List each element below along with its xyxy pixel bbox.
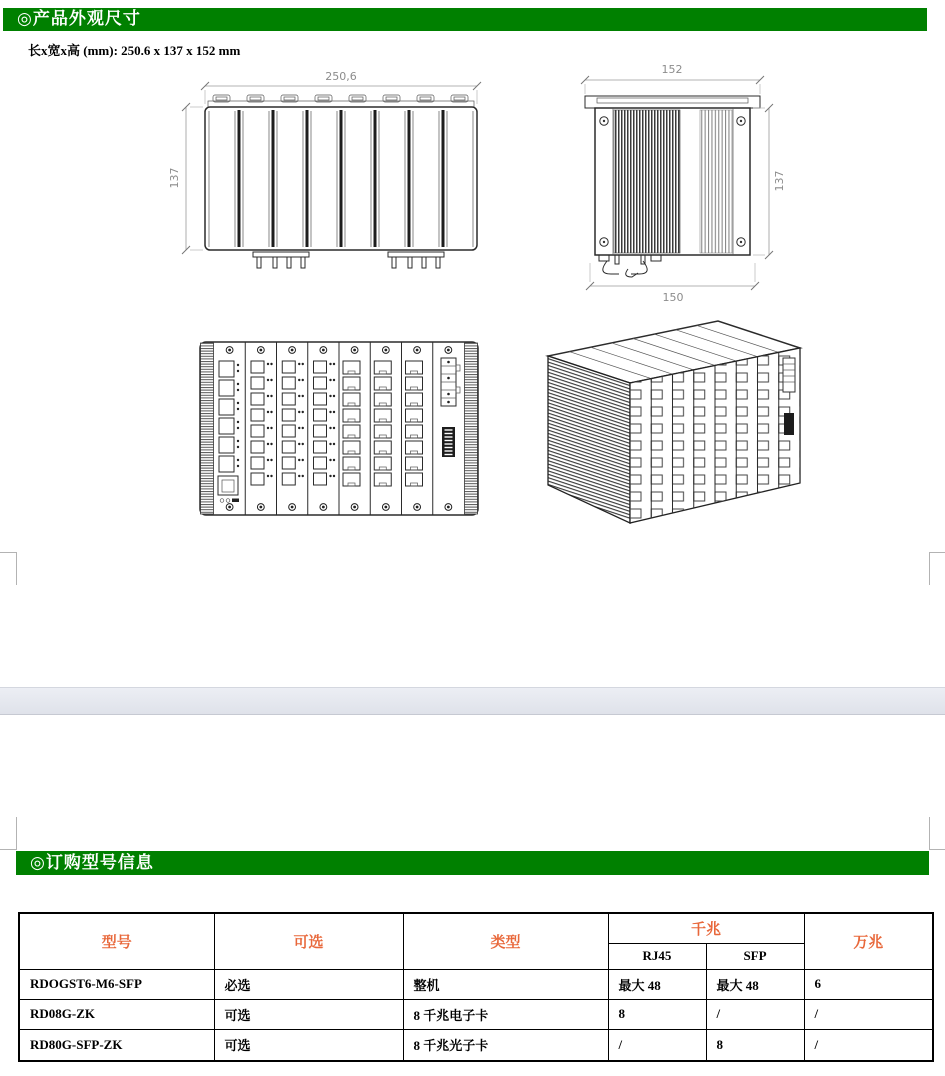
cell-10g: 6 [804, 969, 933, 999]
page-gap-band [0, 687, 945, 715]
cell-model: RDOGST6-M6-SFP [19, 969, 214, 999]
col-header-rj45: RJ45 [608, 943, 706, 969]
text-boundary-mark [0, 552, 17, 585]
table-row [19, 1029, 933, 1061]
col-header-gigabit: 千兆 [608, 913, 804, 943]
cell-rj45: / [608, 1029, 706, 1061]
cell-optional: 可选 [214, 1029, 403, 1061]
cell-sfp: 8 [706, 1029, 804, 1061]
dimensions-summary: 长x宽x高 (mm): 250.6 x 137 x 152 mm [28, 43, 241, 58]
text-boundary-mark [0, 817, 17, 850]
dim-label-height: 137 [168, 167, 181, 189]
cell-10g: / [804, 1029, 933, 1061]
cell-rj45: 8 [608, 999, 706, 1029]
col-header-sfp: SFP [706, 943, 804, 969]
col-header-10g: 万兆 [804, 913, 933, 969]
side-view-drawing [555, 58, 805, 308]
section-title: ◎产品外观尺寸 [17, 9, 141, 29]
section-header-appearance [3, 8, 927, 31]
cell-model: RD80G-SFP-ZK [19, 1029, 214, 1061]
cell-sfp: / [706, 999, 804, 1029]
isometric-view-drawing [540, 318, 850, 530]
cell-sfp: 最大 48 [706, 969, 804, 999]
cell-type: 8 千兆电子卡 [403, 999, 608, 1029]
col-header-optional: 可选 [214, 913, 403, 969]
cell-optional: 必选 [214, 969, 403, 999]
top-view-drawing [160, 66, 495, 278]
cell-type: 8 千兆光子卡 [403, 1029, 608, 1061]
table-row [19, 999, 933, 1029]
cell-model: RD08G-ZK [19, 999, 214, 1029]
dim-label-right: 137 [773, 170, 786, 192]
order-model-table [18, 912, 934, 1062]
cell-10g: / [804, 999, 933, 1029]
text-boundary-mark [929, 552, 945, 585]
table-row [19, 969, 933, 999]
cell-rj45: 最大 48 [608, 969, 706, 999]
cell-type: 整机 [403, 969, 608, 999]
section-header-order [16, 851, 929, 875]
section-title: ◎订购型号信息 [30, 853, 154, 873]
col-header-type: 类型 [403, 913, 608, 969]
dim-label-top: 152 [661, 63, 683, 76]
front-panel-drawing [195, 335, 485, 521]
dim-label-bottom: 150 [662, 291, 684, 304]
cell-optional: 可选 [214, 999, 403, 1029]
text-boundary-mark [929, 817, 945, 850]
col-header-model: 型号 [19, 913, 214, 969]
dim-label-width: 250,6 [325, 70, 357, 83]
